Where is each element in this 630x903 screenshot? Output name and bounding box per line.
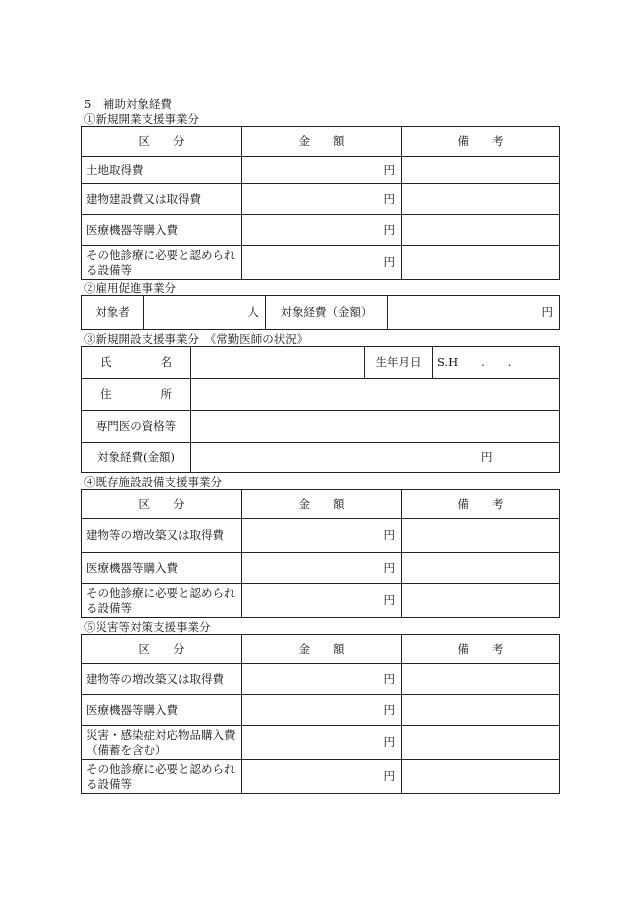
- name-label-cell: [82, 347, 191, 379]
- col-header-category: 区 分: [82, 490, 242, 519]
- cost-amount-field[interactable]: 円: [388, 296, 560, 330]
- cost-amount-field[interactable]: 円: [191, 443, 560, 473]
- row-label: 建物建設費又は取得費: [82, 184, 242, 215]
- address-label-cell: [82, 379, 191, 411]
- address-field[interactable]: [191, 379, 560, 411]
- amount-field[interactable]: 円: [242, 726, 402, 760]
- remarks-field[interactable]: [402, 246, 560, 280]
- amount-field[interactable]: 円: [242, 584, 402, 618]
- name-label: 名: [160, 355, 172, 370]
- amount-field[interactable]: 円: [242, 519, 402, 553]
- col-header-amount: 金 額: [242, 127, 402, 157]
- section5-table: [81, 634, 560, 794]
- row-label: 建物等の増改築又は取得費: [82, 664, 242, 695]
- section-heading: 5 補助対象経費: [84, 97, 172, 111]
- col-header-category: 区 分: [82, 635, 242, 664]
- row-label: 災害・感染症対応物品購入費（備蓄を含む）: [82, 726, 242, 760]
- row-label: その他診療に必要と認められる設備等: [82, 246, 242, 280]
- amount-field[interactable]: 円: [242, 553, 402, 584]
- amount-field[interactable]: 円: [242, 184, 402, 215]
- birth-field[interactable]: S.H . .: [433, 347, 560, 379]
- name-field[interactable]: [191, 347, 365, 379]
- address-label: 所: [160, 387, 172, 402]
- remarks-field[interactable]: [402, 664, 560, 695]
- remarks-field[interactable]: [402, 157, 560, 184]
- col-header-amount: 金 額: [242, 635, 402, 664]
- remarks-field[interactable]: [402, 519, 560, 553]
- row-label: 建物等の増改築又は取得費: [82, 519, 242, 553]
- col-header-category: 区 分: [82, 127, 242, 157]
- amount-field[interactable]: 円: [242, 157, 402, 184]
- cost-label: 対象経費（金額）: [266, 296, 388, 330]
- birth-label: 生年月日: [365, 347, 433, 379]
- col-header-remarks: 備 考: [402, 635, 560, 664]
- remarks-field[interactable]: [402, 184, 560, 215]
- section3-title: ③新規開設支援事業分 《常勤医師の状況》: [84, 332, 309, 346]
- section4-title: ④既存施設設備支援事業分: [84, 475, 222, 489]
- remarks-field[interactable]: [402, 584, 560, 618]
- row-label: 土地取得費: [82, 157, 242, 184]
- amount-field[interactable]: 円: [242, 695, 402, 726]
- row-label: 医療機器等購入費: [82, 215, 242, 246]
- remarks-field[interactable]: [402, 553, 560, 584]
- remarks-field[interactable]: [402, 760, 560, 794]
- amount-field[interactable]: 円: [242, 664, 402, 695]
- remarks-field[interactable]: [402, 726, 560, 760]
- target-label: 対象者: [82, 296, 144, 330]
- section5-title: ⑤災害等対策支援事業分: [84, 620, 211, 634]
- col-header-remarks: 備 考: [402, 127, 560, 157]
- row-label: 医療機器等購入費: [82, 695, 242, 726]
- section2-title: ②雇用促進事業分: [84, 281, 176, 295]
- row-label: その他診療に必要と認められる設備等: [82, 760, 242, 794]
- qualification-field[interactable]: [191, 411, 560, 443]
- section1-table: [81, 126, 560, 280]
- name-label: 氏: [100, 355, 112, 370]
- amount-field[interactable]: 円: [242, 246, 402, 280]
- remarks-field[interactable]: [402, 695, 560, 726]
- qualification-label: 専門医の資格等: [82, 411, 191, 443]
- row-label: その他診療に必要と認められる設備等: [82, 584, 242, 618]
- section3-table: [81, 346, 560, 473]
- col-header-amount: 金 額: [242, 490, 402, 519]
- amount-field[interactable]: 円: [242, 215, 402, 246]
- address-label: 住: [100, 387, 112, 402]
- target-count-field[interactable]: 人: [144, 296, 266, 330]
- section2-table: [81, 295, 560, 330]
- amount-field[interactable]: 円: [242, 760, 402, 794]
- remarks-field[interactable]: [402, 215, 560, 246]
- section4-table: [81, 489, 560, 618]
- cost-label: 対象経費(金額): [82, 443, 191, 473]
- col-header-remarks: 備 考: [402, 490, 560, 519]
- section1-title: ①新規開業支援事業分: [84, 112, 199, 126]
- row-label: 医療機器等購入費: [82, 553, 242, 584]
